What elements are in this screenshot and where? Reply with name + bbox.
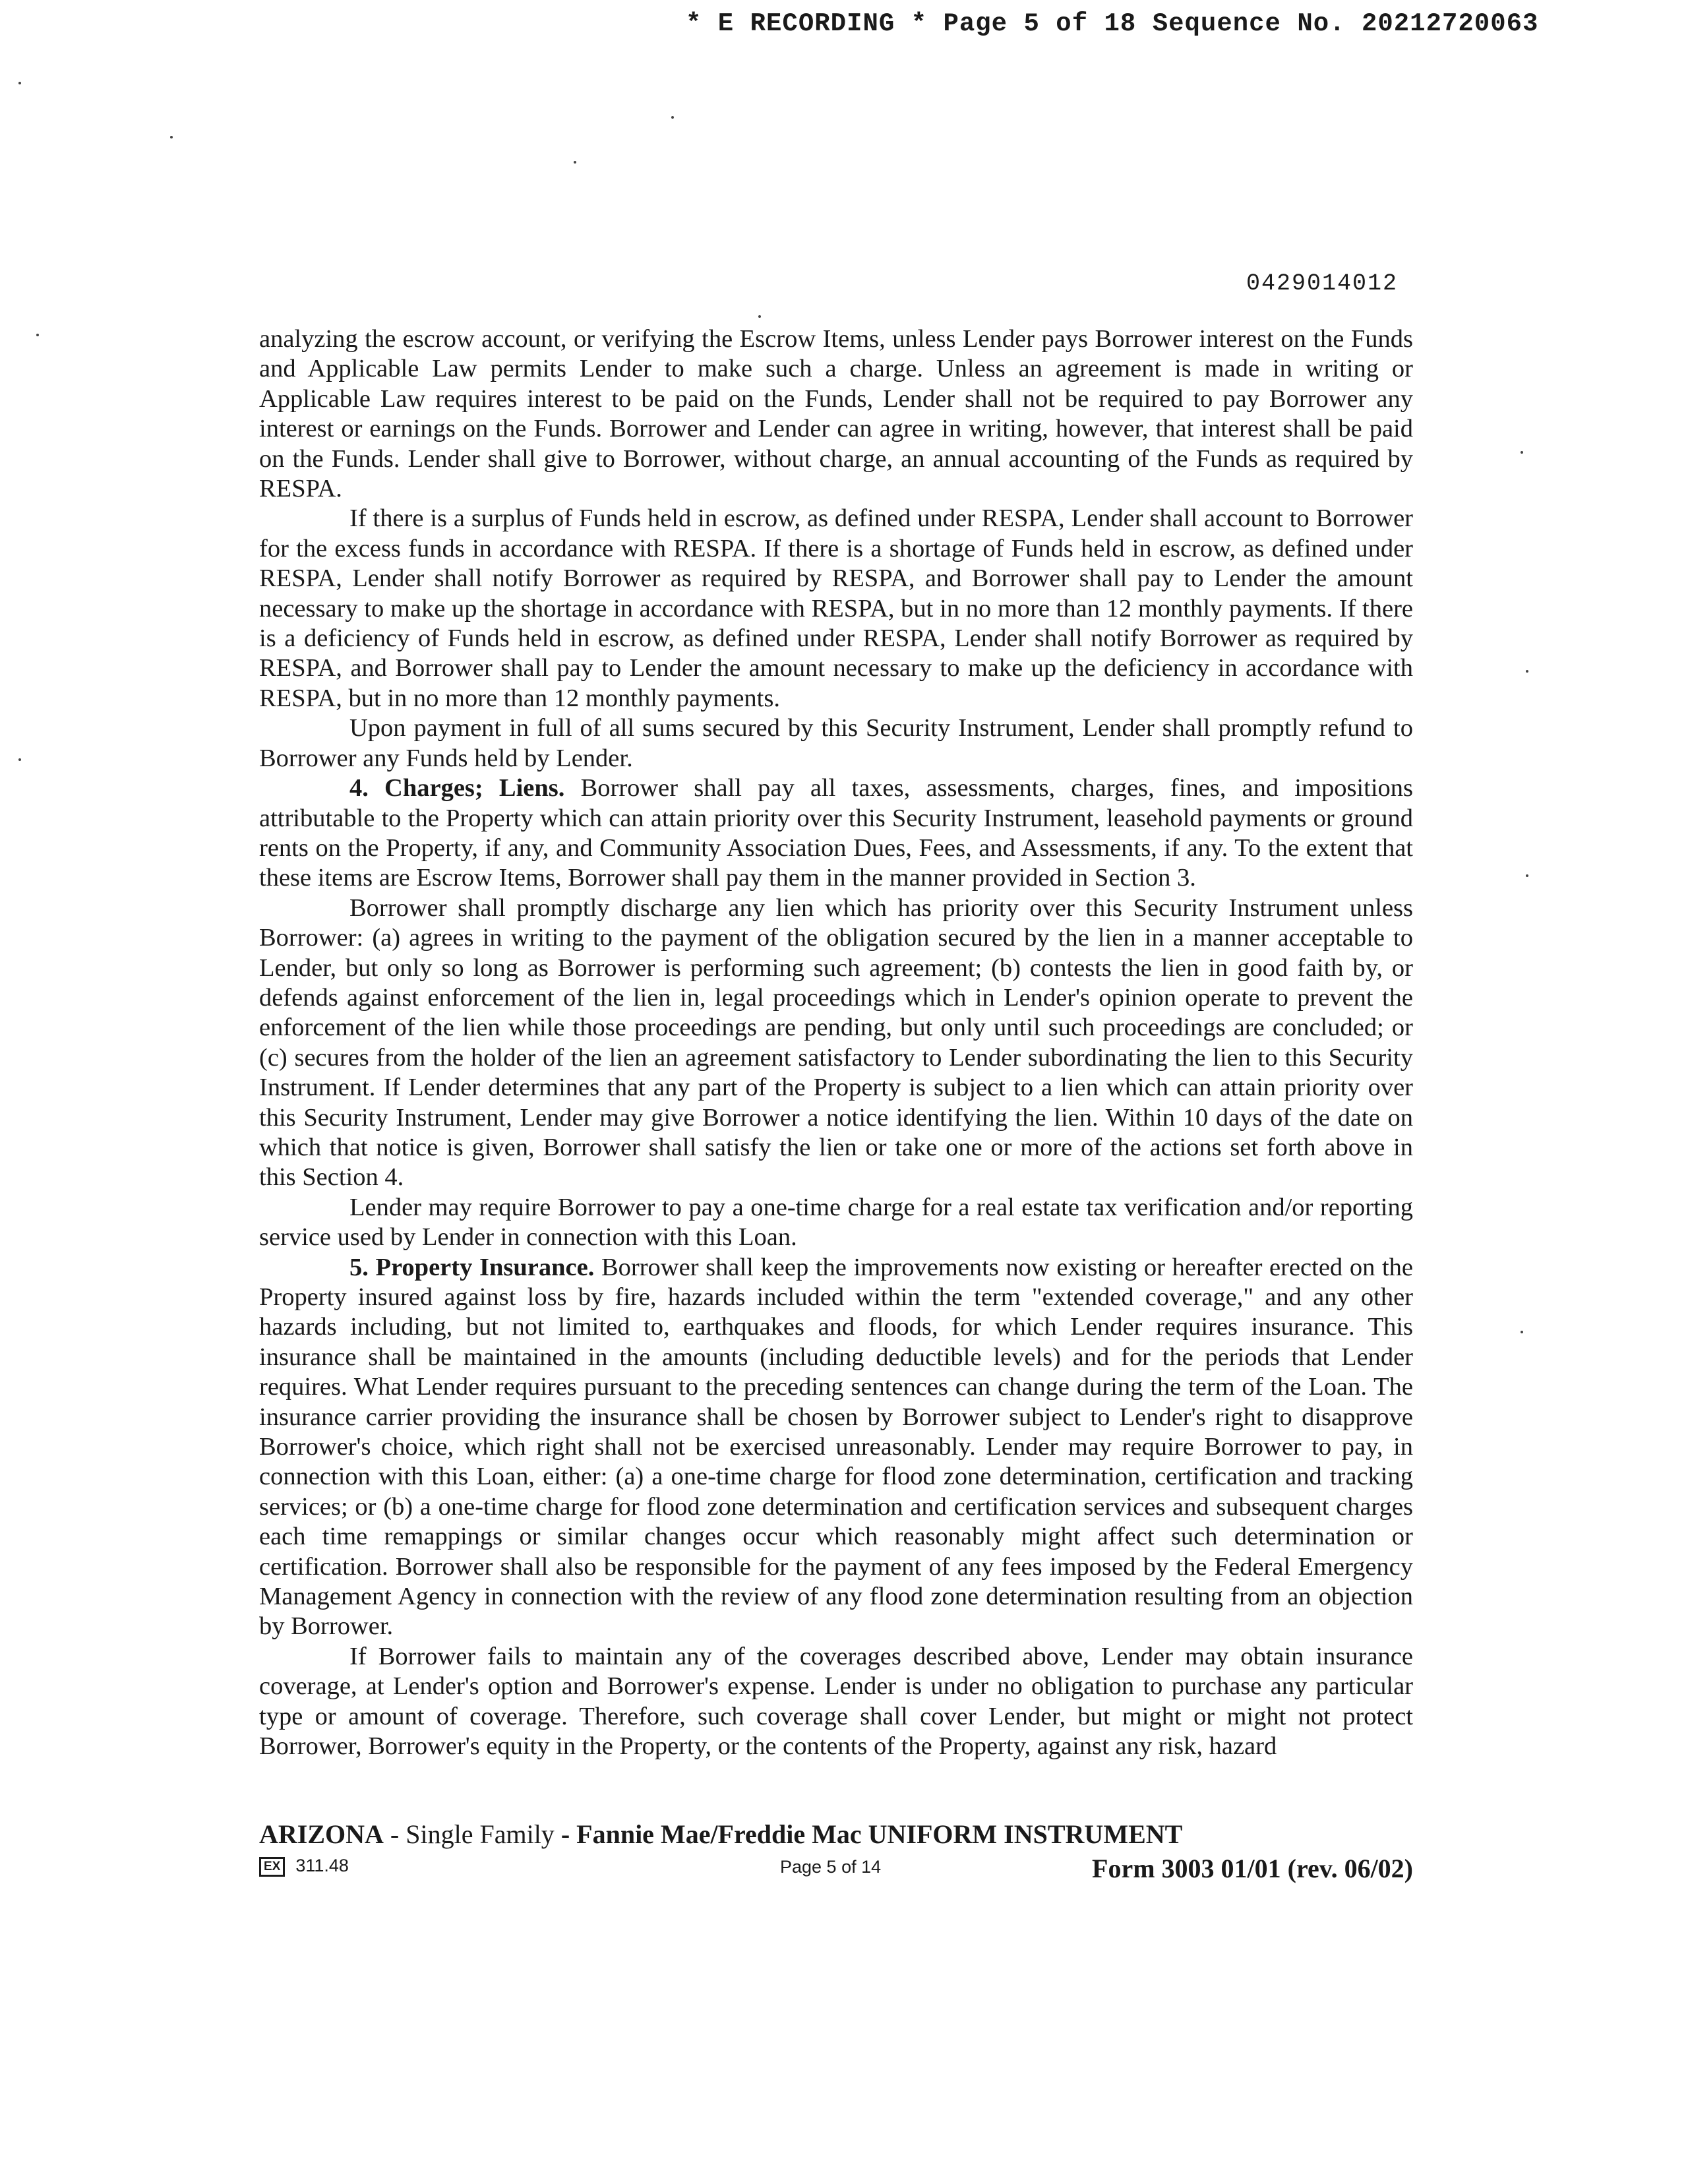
- loan-number: 0429014012: [1246, 270, 1398, 297]
- section-4-paragraph: [259, 774, 1413, 894]
- footer-row: [259, 1853, 1413, 1886]
- paragraph: Borrower shall promptly discharge any lien which has priority over this Security Instrument unless Borrower: (a) agrees in writing to the payment of the obligation secured by the lien in a manner acceptable to Lender, but only so long as Borrower is performing such agreement; (b) contests the lien in good faith by, or defends against enforcement of the lien in, legal proceedings which in Lender's opinion operate to prevent the enforcement of the lien while those proceedings are pending, but only until such proceedings are concluded; or (c) secures from the holder of the lien an agreement satisfactory to Lender subordinating the lien to this Security Instrument. If Lender determines that any part of the Property is subject to a lien which can attain priority over this Security Instrument, Lender may give Borrower a notice identifying the lien. Within 10 days of the date on which that notice is given, Borrower shall satisfy the lien or take one or more of the actions set forth above in this Section 4.: [259, 894, 1413, 1192]
- footer-instrument: Fannie Mae/Freddie Mac UNIFORM INSTRUMENT: [576, 1819, 1183, 1849]
- paragraph: Lender may require Borrower to pay a one-time charge for a real estate tax verification and/or reporting service used by Lender in connection with this Loan.: [259, 1193, 1413, 1252]
- scan-speck: [574, 161, 576, 164]
- footer-separator: -: [383, 1819, 406, 1849]
- footer-page-number: Page 5 of 14: [780, 1857, 882, 1877]
- scan-speck: [1521, 451, 1523, 454]
- paragraph-text: Borrower shall keep the improvements now existing or hereafter erected on the Property insured against loss by fire, hazards included within the term "extended coverage," and any other hazards including, but not limited to, earthquakes and floods, for which Lender requires insurance. This insurance shall be maintained in the amounts (including deductible levels) and for the periods that Lender requires. What Lender requires pursuant to the preceding sentences can change during the term of the Loan. The insurance carrier providing the insurance shall be chosen by Borrower subject to Lender's right to disapprove Borrower's choice, which right shall not be exercised unreasonably. Lender may require Borrower to pay, in connection with this Loan, either: (a) a one-time charge for flood zone determination, certification and tracking services; or (b) a one-time charge for flood zone determination and certification services and subsequent charges each time remappings or similar changes occur which reasonably might affect such determination or certification. Borrower shall also be responsible for the payment of any fees imposed by the Federal Emergency Management Agency in connection with the review of any flood zone determination resulting from an objection by Borrower.: [259, 1253, 1413, 1641]
- paragraph-text: Borrower shall pay all taxes, assessments, charges, fines, and impositions attributable to the Property which can attain priority over this Security Instrument, leasehold payments or ground rents on the Property, if any, and Community Association Dues, Fees, and Assessments, if any. To the extent that these items are Escrow Items, Borrower shall pay them in the manner provided in Section 3.: [259, 774, 1414, 892]
- paragraph: If Borrower fails to maintain any of the coverages described above, Lender may obtain insurance coverage, at Lender's option and Borrower's expense. Lender is under no obligation to purchase any particular type or amount of coverage. Therefore, such coverage shall cover Lender, but might or might not protect Borrower, Borrower's equity in the Property, or the contents of the Property, against any risk, hazard: [259, 1642, 1413, 1761]
- scan-speck: [1521, 1331, 1523, 1333]
- scan-speck: [758, 315, 761, 318]
- ex-logo: EX: [259, 1857, 285, 1877]
- footer-state: ARIZONA: [259, 1819, 384, 1849]
- footer-code: [259, 1856, 349, 1877]
- paragraph: If there is a surplus of Funds held in escrow, as defined under RESPA, Lender shall account to Borrower for the excess funds in accordance with RESPA. If there is a shortage of Funds held in escrow, as defined under RESPA, Lender shall notify Borrower as required by RESPA, and Borrower shall pay to Lender the amount necessary to make up the shortage in accordance with RESPA, but in no more than 12 monthly payments. If there is a deficiency of Funds held in escrow, as defined under RESPA, Lender shall notify Borrower as required by RESPA, and Borrower shall pay to Lender the amount necessary to make up the deficiency in accordance with RESPA, but in no more than 12 monthly payments.: [259, 504, 1413, 712]
- scan-speck: [18, 758, 21, 761]
- paragraph: Upon payment in full of all sums secured by this Security Instrument, Lender shall promptly refund to Borrower any Funds held by Lender.: [259, 714, 1413, 772]
- footer-title: [259, 1819, 1413, 1850]
- footer-form-number: Form 3003 01/01 (rev. 06/02): [1092, 1854, 1413, 1883]
- scan-speck: [18, 82, 21, 84]
- recording-header: * E RECORDING * Page 5 of 18 Sequence No. 20212720063: [686, 9, 1539, 38]
- scan-speck: [1526, 874, 1528, 877]
- scan-speck: [1526, 670, 1528, 673]
- paragraph: analyzing the escrow account, or verifying the Escrow Items, unless Lender pays Borrower interest on the Funds and Applicable Law permits Lender to make such a charge. Unless an agreement is made in writing or Applicable Law requires interest to be paid on the Funds, Lender shall not be required to pay Borrower any interest or earnings on the Funds. Borrower and Lender can agree in writing, however, that interest shall be paid on the Funds. Lender shall give to Borrower, without charge, an annual accounting of the Funds as required by RESPA.: [259, 325, 1413, 503]
- section-heading: 5. Property Insurance.: [349, 1253, 595, 1281]
- section-heading: 4. Charges; Liens.: [349, 774, 565, 803]
- footer-separator: -: [554, 1819, 577, 1849]
- section-5-paragraph: [259, 1253, 1413, 1642]
- scan-speck: [671, 116, 674, 119]
- footer-family: Single Family: [406, 1819, 555, 1849]
- scan-speck: [170, 136, 173, 138]
- footer-code-number: 311.48: [295, 1856, 349, 1875]
- document-body: [259, 324, 1413, 1762]
- scan-speck: [36, 334, 39, 336]
